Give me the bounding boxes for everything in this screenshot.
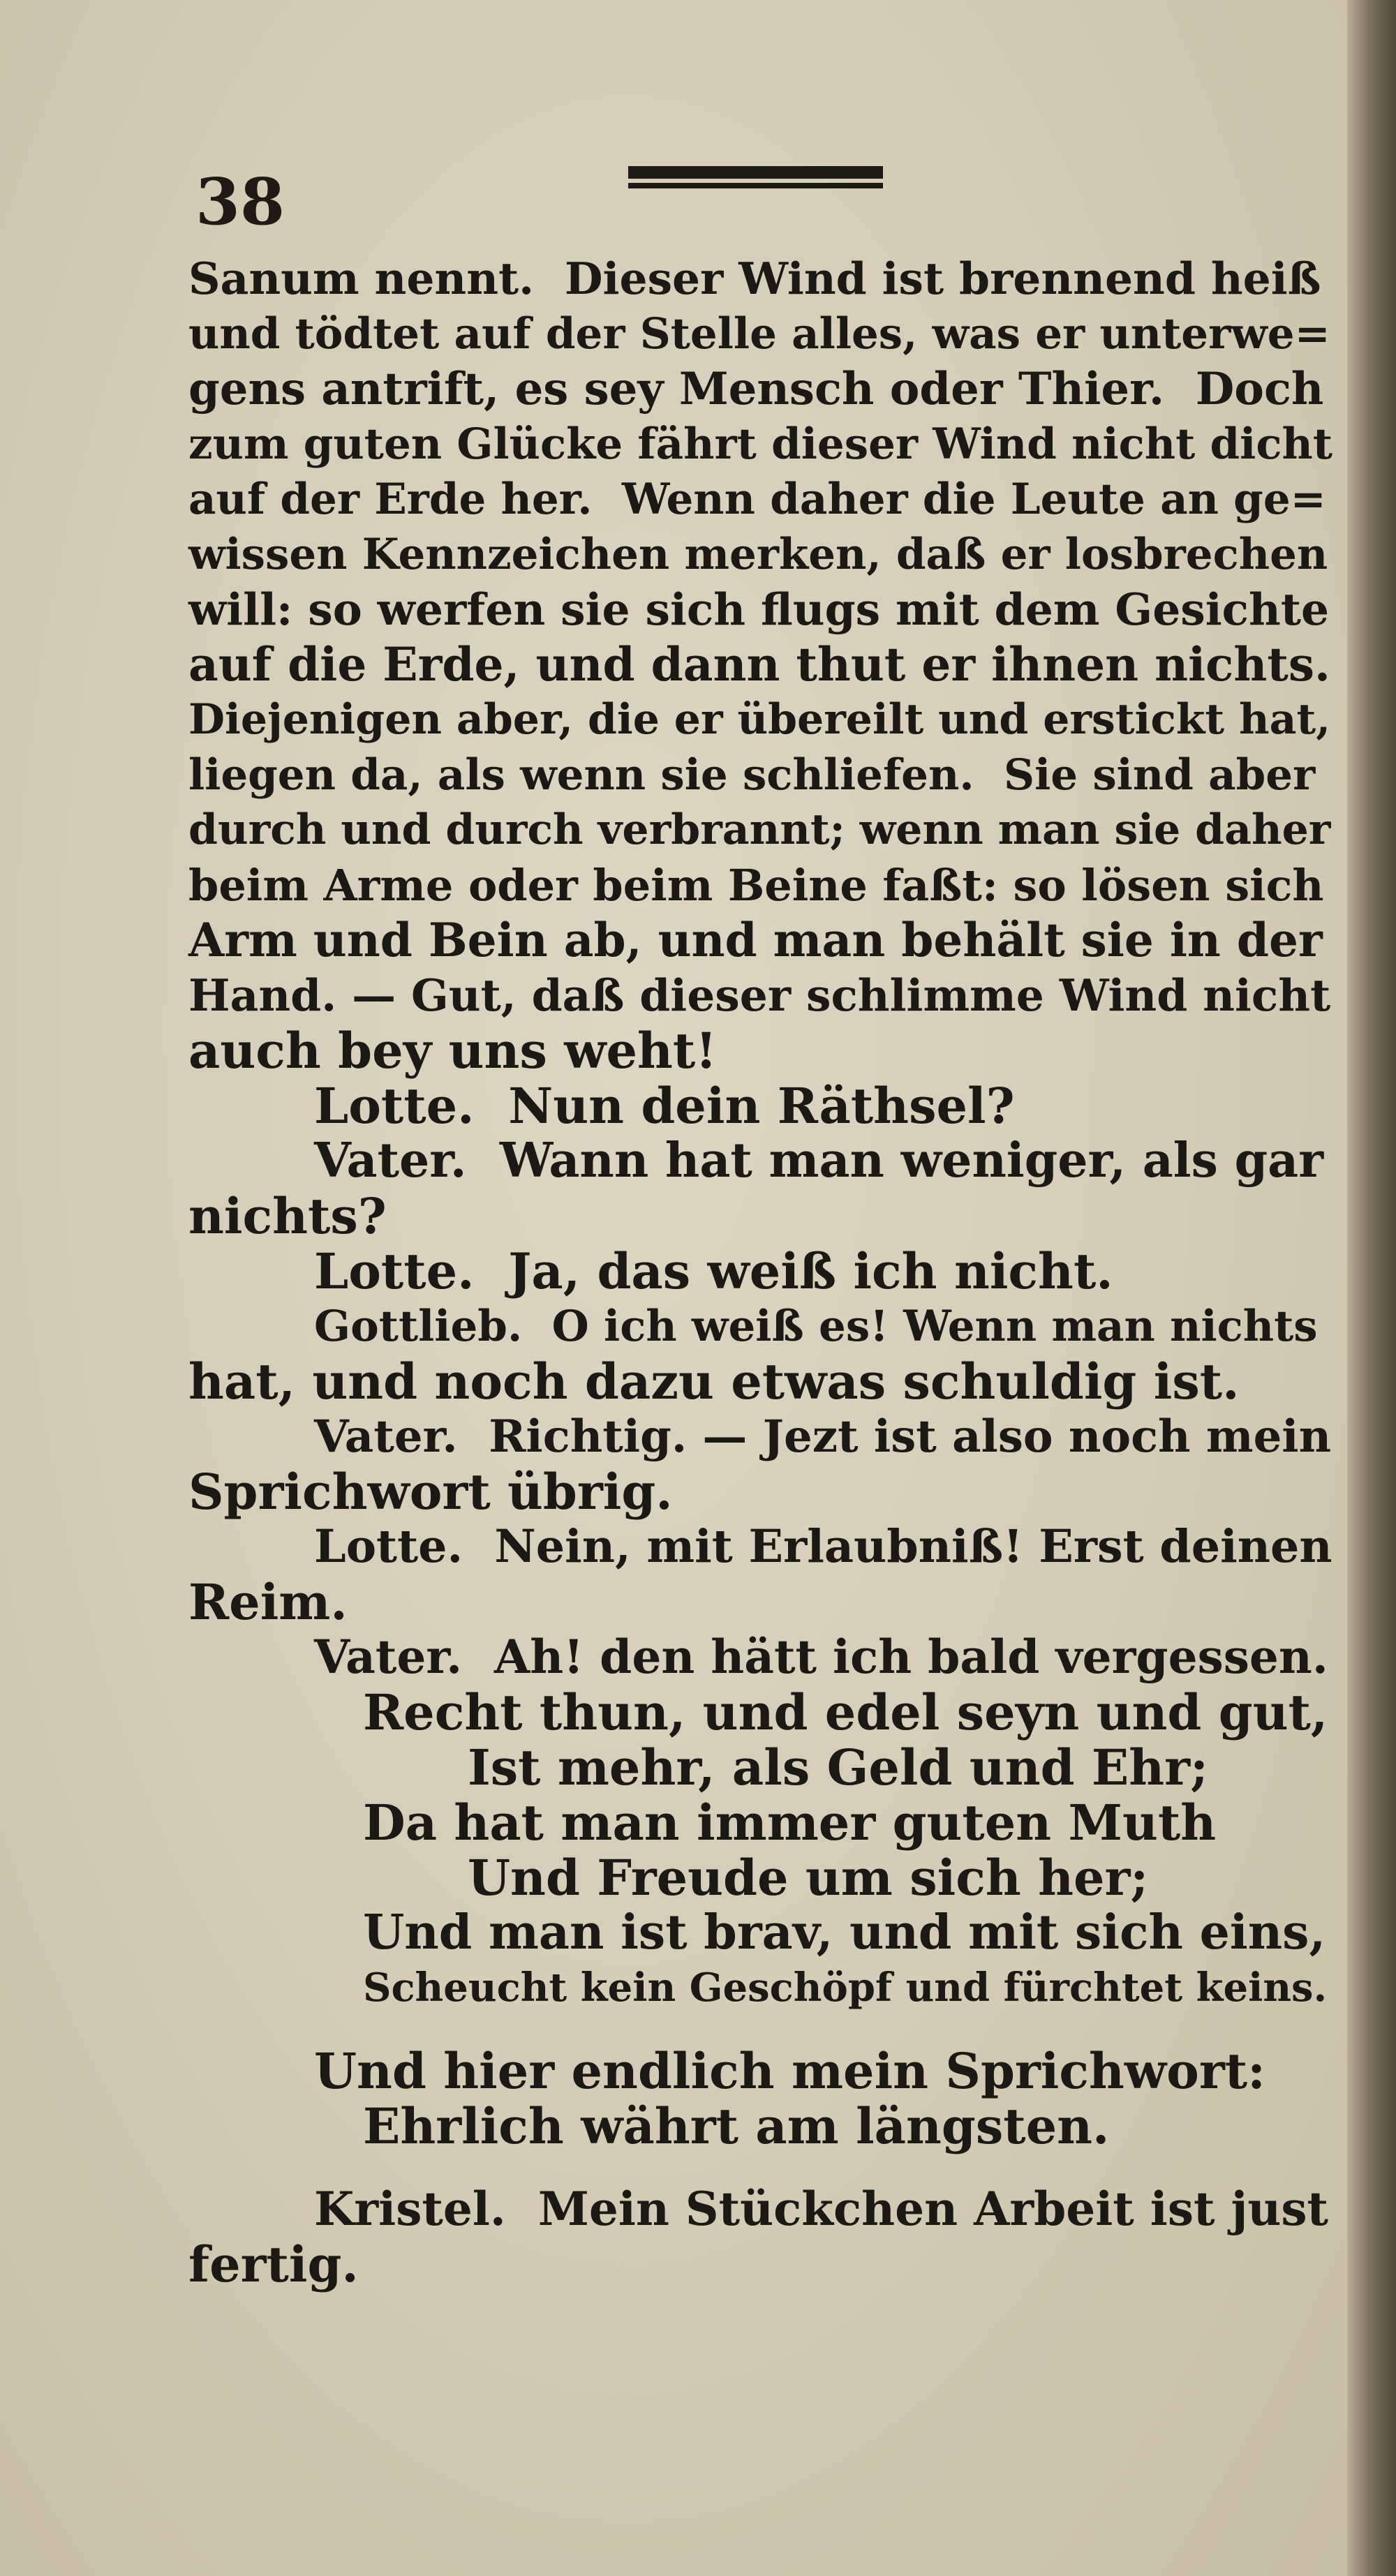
text-line: Lotte. Nun dein Räthsel? (314, 1077, 1015, 1135)
text-line: nichts? (188, 1187, 387, 1245)
text-line: Diejenigen aber, die er übereilt und erstickt hat, (188, 695, 1331, 744)
text-line: Scheucht kein Geschöpf und fürchtet keins. (363, 1965, 1328, 2011)
text-line: will: so werfen sie sich flugs mit dem Gesichte (188, 583, 1330, 635)
text-line: auf der Erde her. Wenn daher die Leute an ge= (188, 475, 1326, 524)
text-line: Reim. (188, 1573, 348, 1631)
text-line: Ist mehr, als Geld und Ehr; (468, 1739, 1208, 1796)
text-line: Hand. — Gut, daß dieser schlimme Wind nicht (188, 969, 1331, 1021)
text-line: zum guten Glücke fährt dieser Wind nicht dicht (188, 419, 1333, 469)
text-line: Sanum nennt. Dieser Wind ist brennend heiß (188, 253, 1321, 304)
page-number: 38 (195, 164, 285, 239)
text-line: Gottlieb. O ich weiß es! Wenn man nichts (314, 1302, 1318, 1351)
text-line: Und man ist brav, und mit sich eins, (363, 1905, 1326, 1960)
text-line: hat, und noch dazu etwas schuldig ist. (188, 1353, 1240, 1410)
text-line: beim Arme oder beim Beine faßt: so lösen sich (188, 860, 1324, 911)
text-line: wissen Kennzeichen merken, daß er losbrechen (188, 530, 1328, 579)
text-line: Kristel. Mein Stückchen Arbeit ist just (314, 2182, 1328, 2236)
text-line: liegen da, als wenn sie schliefen. Sie sind aber (188, 750, 1316, 800)
text-line: Ehrlich währt am längsten. (363, 2097, 1110, 2155)
text-line: auf die Erde, und dann thut er ihnen nichts. (188, 637, 1330, 692)
text-line: Lotte. Nein, mit Erlaubniß! Erst deinen (314, 1520, 1332, 1573)
text-line: Vater. Wann hat man weniger, als gar (314, 1133, 1324, 1189)
text-line: auch bey uns weht! (188, 1022, 717, 1080)
text-line: fertig. (188, 2235, 359, 2293)
text-line: Und hier endlich mein Sprichwort: (314, 2042, 1265, 2100)
header-rule-thin (628, 183, 883, 188)
text-line: Lotte. Ja, das weiß ich nicht. (314, 1242, 1113, 1300)
text-line: Sprichwort übrig. (188, 1463, 673, 1521)
header-rule (628, 166, 883, 193)
line-gap (188, 2016, 1333, 2043)
text-line: Vater. Richtig. — Jezt ist also noch mein (314, 1410, 1332, 1463)
line-gap (188, 2154, 1333, 2182)
body-text (188, 251, 1333, 2292)
text-line: gens antrift, es sey Mensch oder Thier. Doch (188, 363, 1324, 415)
text-line: Und Freude um sich her; (468, 1849, 1149, 1907)
header-rule-thick (628, 166, 883, 179)
text-line: durch und durch verbrannt; wenn man sie daher (188, 805, 1331, 854)
text-line: Arm und Bein ab, und man behält sie in der (188, 913, 1323, 967)
page-edge (1347, 0, 1396, 2576)
text-line: und tödtet auf der Stelle alles, was er unterwe= (188, 309, 1330, 359)
text-line: Da hat man immer guten Muth (363, 1794, 1217, 1852)
text-line: Vater. Ah! den hätt ich bald vergessen. (314, 1630, 1328, 1684)
text-line: Recht thun, und edel seyn und gut, (363, 1683, 1328, 1741)
